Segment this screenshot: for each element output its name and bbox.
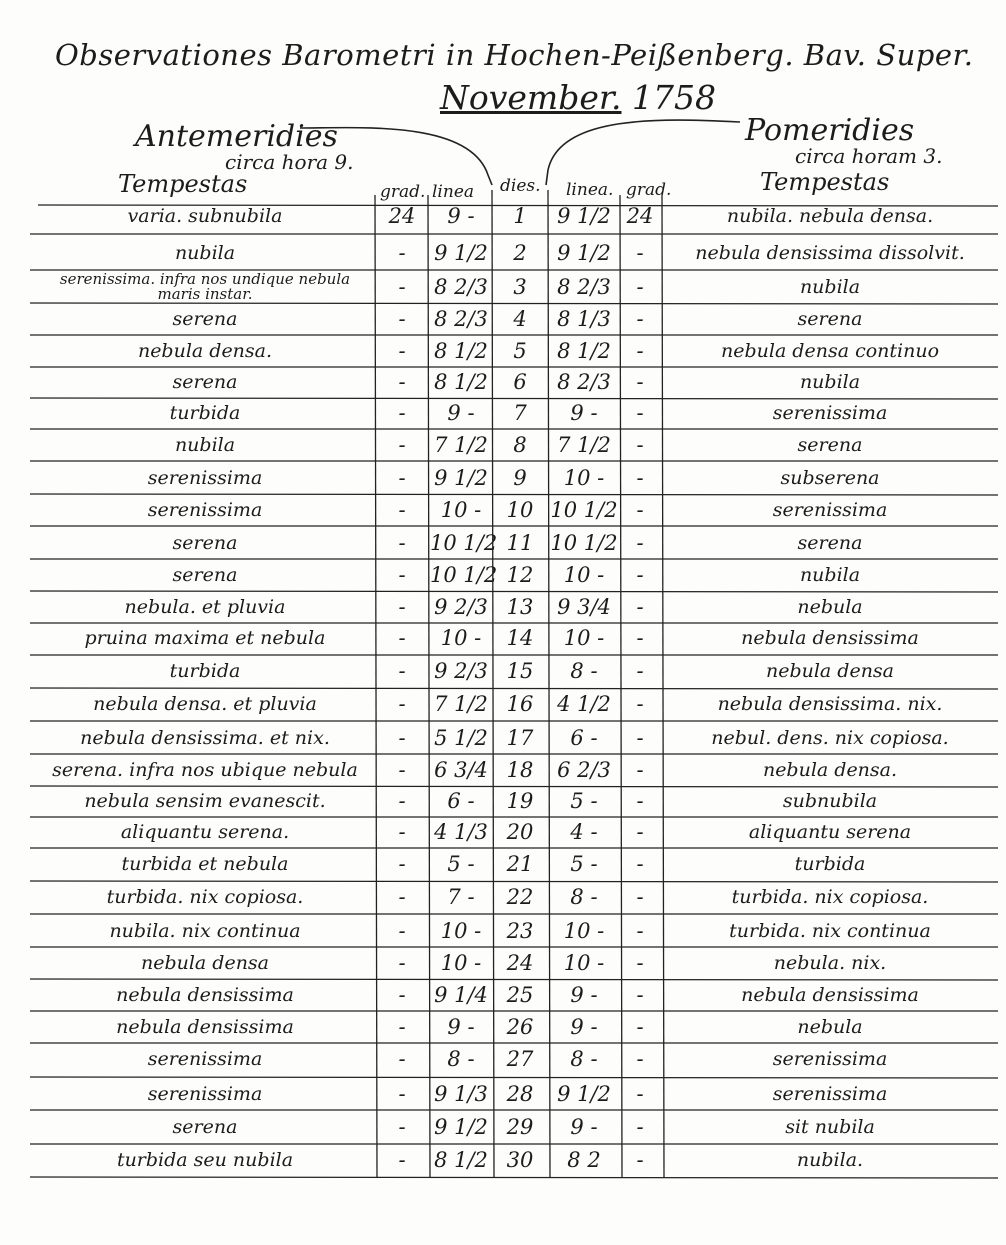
am-weather: serenissima — [147, 1083, 263, 1105]
linea-am-value: 9 2/3 — [434, 595, 488, 619]
grad-am-value: - — [398, 726, 406, 750]
linea-am-value: 7 - — [447, 885, 475, 909]
grad-pm-value: - — [636, 885, 644, 909]
pm-weather: nebula — [797, 1016, 863, 1038]
ruled-line — [30, 1077, 998, 1078]
ruled-line — [30, 786, 998, 787]
month-label: November. — [440, 78, 622, 117]
pm-weather: sit nubila — [785, 1116, 875, 1138]
linea-pm-value: 8 2/3 — [557, 370, 611, 394]
grad-am-value: - — [398, 626, 406, 650]
linea-am-value: 9 1/3 — [434, 1082, 488, 1106]
linea-am-value: 10 - — [440, 626, 482, 650]
grad-pm-value: - — [636, 983, 644, 1007]
grad-pm-value: - — [636, 307, 644, 331]
am-weather: serena — [172, 532, 238, 554]
pm-weather: serena — [797, 308, 863, 330]
pm-weather: serenissima — [772, 1083, 888, 1105]
linea-am-value: 9 - — [447, 204, 475, 228]
header-tempestas-pm: Tempestas — [760, 168, 890, 196]
linea-pm-value: 7 1/2 — [557, 433, 611, 457]
pm-weather: nebula densissima dissolvit. — [695, 242, 965, 264]
pm-weather: turbida. nix continua — [729, 920, 931, 942]
ruled-line — [30, 398, 998, 399]
linea-pm-value: 8 1/2 — [557, 339, 611, 363]
am-weather: pruina maxima et nebula — [84, 627, 326, 649]
linea-am-value: 7 1/2 — [434, 692, 488, 716]
grad-am-value: - — [398, 692, 406, 716]
linea-pm-value: 10 - — [563, 919, 605, 943]
linea-am-value: 5 - — [447, 852, 475, 876]
day-number: 22 — [506, 885, 534, 909]
am-weather: nebula densa — [140, 952, 270, 974]
grad-am-value: - — [398, 852, 406, 876]
left-bracket-curve — [300, 128, 492, 185]
day-number: 9 — [513, 466, 527, 490]
am-weather: nebula densa. et pluvia — [93, 693, 317, 715]
year-label: 1758 — [632, 78, 716, 117]
linea-am-value: 8 1/2 — [434, 339, 488, 363]
grad-am-value: - — [398, 498, 406, 522]
grad-am-value: - — [398, 1082, 406, 1106]
day-number: 26 — [506, 1015, 534, 1039]
grad-am-value: - — [398, 401, 406, 425]
header-linea-am: linea — [432, 182, 475, 202]
grad-pm-value: - — [636, 1015, 644, 1039]
am-weather: turbida. nix copiosa. — [106, 886, 304, 908]
linea-pm-value: 9 1/2 — [557, 1082, 611, 1106]
am-weather: turbida seu nubila — [116, 1149, 294, 1171]
day-number: 10 — [506, 498, 534, 522]
grad-pm-value: - — [636, 659, 644, 683]
grad-pm-value: - — [636, 852, 644, 876]
linea-am-value: 8 1/2 — [434, 1148, 488, 1172]
linea-am-value: 9 1/2 — [434, 1115, 488, 1139]
day-number: 25 — [506, 983, 534, 1007]
pm-weather: nebula densissima — [741, 627, 919, 649]
grad-pm-value: - — [636, 241, 644, 265]
linea-am-value: 6 3/4 — [434, 758, 488, 782]
pm-weather: nebula densissima — [741, 984, 919, 1006]
am-weather: serena. infra nos ubique nebula — [52, 759, 358, 781]
antemeridies-title: Antemeridies — [135, 119, 338, 154]
linea-am-value: 8 1/2 — [434, 370, 488, 394]
grad-pm-value: - — [636, 726, 644, 750]
linea-pm-value: 8 - — [570, 659, 598, 683]
linea-am-value: 9 - — [447, 401, 475, 425]
day-number: 18 — [506, 758, 534, 782]
linea-am-value: 10 1/2 — [430, 531, 498, 555]
linea-am-value: 10 - — [440, 498, 482, 522]
pm-weather: serenissima — [772, 402, 888, 424]
linea-pm-value: 10 1/2 — [550, 531, 618, 555]
linea-am-value: 6 - — [447, 789, 475, 813]
pm-weather: nebula. nix. — [773, 952, 887, 974]
ruled-line — [30, 688, 998, 689]
pm-weather: serenissima — [772, 499, 888, 521]
linea-pm-value: 8 1/3 — [557, 307, 611, 331]
day-number: 5 — [513, 339, 527, 363]
grad-am-value: - — [398, 433, 406, 457]
pm-weather: nubila. — [796, 1149, 864, 1171]
day-number: 24 — [506, 951, 534, 975]
am-weather: nebula densissima. et nix. — [80, 727, 330, 749]
grad-pm-value: - — [636, 758, 644, 782]
linea-pm-value: 9 - — [570, 401, 598, 425]
pm-weather: turbida — [794, 853, 866, 875]
grad-pm-value: - — [636, 789, 644, 813]
grad-pm-value: - — [636, 820, 644, 844]
grad-am-value: - — [398, 307, 406, 331]
linea-am-value: 4 1/3 — [434, 820, 488, 844]
linea-pm-value: 8 2 — [567, 1148, 601, 1172]
grad-am-value: - — [398, 241, 406, 265]
linea-am-value: 5 1/2 — [434, 726, 488, 750]
grad-pm-value: - — [636, 595, 644, 619]
day-number: 3 — [513, 275, 527, 299]
linea-am-value: 9 2/3 — [434, 659, 488, 683]
pm-weather: serena — [797, 532, 863, 554]
day-number: 7 — [513, 401, 527, 425]
pm-weather: nebul. dens. nix copiosa. — [711, 727, 949, 749]
linea-pm-value: 8 - — [570, 885, 598, 909]
pomeridies-time: circa horam 3. — [795, 144, 943, 168]
pm-weather: nebula densa continuo — [720, 340, 940, 362]
linea-am-value: 10 - — [440, 919, 482, 943]
pm-weather: nebula densa. — [762, 759, 898, 781]
am-weather: nebula densissima — [116, 1016, 294, 1038]
ruled-line — [30, 494, 998, 495]
linea-pm-value: 8 2/3 — [557, 275, 611, 299]
linea-am-value: 8 2/3 — [434, 307, 488, 331]
linea-am-value: 10 - — [440, 951, 482, 975]
linea-pm-value: 4 - — [570, 820, 598, 844]
grad-pm-value: - — [636, 919, 644, 943]
header-tempestas-am: Tempestas — [118, 170, 248, 198]
day-number: 1 — [513, 204, 527, 228]
grad-pm-value: - — [636, 1047, 644, 1071]
grad-am-value: 24 — [388, 204, 416, 228]
ruled-line — [30, 591, 998, 592]
linea-am-value: 8 - — [447, 1047, 475, 1071]
grad-am-value: - — [398, 595, 406, 619]
linea-pm-value: 9 1/2 — [557, 241, 611, 265]
linea-pm-value: 10 - — [563, 466, 605, 490]
grad-pm-value: - — [636, 531, 644, 555]
linea-pm-value: 6 2/3 — [557, 758, 611, 782]
pm-weather: turbida. nix copiosa. — [731, 886, 929, 908]
grad-am-value: - — [398, 1148, 406, 1172]
day-number: 4 — [513, 307, 527, 331]
pomeridies-title: Pomeridies — [745, 113, 915, 148]
linea-pm-value: 10 1/2 — [550, 498, 618, 522]
am-weather: nebula densa. — [137, 340, 273, 362]
ruled-line — [30, 979, 998, 980]
day-number: 17 — [506, 726, 534, 750]
grad-am-value: - — [398, 1047, 406, 1071]
grad-am-value: - — [398, 758, 406, 782]
grad-pm-value: - — [636, 275, 644, 299]
am-weather: nubila — [174, 434, 236, 456]
grad-pm-value: - — [636, 370, 644, 394]
am-weather: nubila. nix continua — [109, 920, 301, 942]
linea-am-value: 9 1/2 — [434, 466, 488, 490]
pm-weather: nubila. nebula densa. — [726, 205, 934, 227]
grad-pm-value: 24 — [626, 204, 654, 228]
grad-am-value: - — [398, 885, 406, 909]
am-weather: turbida et nebula — [121, 853, 289, 875]
day-number: 21 — [506, 852, 534, 876]
am-weather: serenissima — [147, 1048, 263, 1070]
pm-weather: serenissima — [772, 1048, 888, 1070]
pm-weather: aliquantu serena — [748, 821, 912, 843]
linea-am-value: 9 - — [447, 1015, 475, 1039]
grad-pm-value: - — [636, 626, 644, 650]
pm-weather: nubila — [799, 564, 861, 586]
grad-pm-value: - — [636, 498, 644, 522]
grad-pm-value: - — [636, 401, 644, 425]
antemeridies-time: circa hora 9. — [225, 150, 354, 174]
am-weather: turbida — [169, 660, 241, 682]
am-weather: aliquantu serena. — [120, 821, 290, 843]
linea-am-value: 8 2/3 — [434, 275, 488, 299]
header-dies: dies. — [500, 176, 541, 196]
grad-am-value: - — [398, 275, 406, 299]
header-grad-pm: grad. — [626, 180, 672, 200]
am-weather: nebula sensim evanescit. — [84, 790, 326, 812]
ruled-line — [30, 881, 998, 882]
grad-pm-value: - — [636, 692, 644, 716]
linea-am-value: 9 1/2 — [434, 241, 488, 265]
pm-weather: nubila — [799, 371, 861, 393]
grad-am-value: - — [398, 919, 406, 943]
linea-pm-value: 4 1/2 — [557, 692, 611, 716]
linea-pm-value: 5 - — [570, 852, 598, 876]
day-number: 30 — [506, 1148, 534, 1172]
am-weather: serena — [172, 308, 238, 330]
day-number: 2 — [513, 241, 527, 265]
am-weather: serenissima. infra nos undique nebula maris instar. — [59, 270, 351, 303]
grad-am-value: - — [398, 370, 406, 394]
grad-pm-value: - — [636, 339, 644, 363]
day-number: 6 — [513, 370, 527, 394]
grad-pm-value: - — [636, 951, 644, 975]
am-weather: nebula densissima — [116, 984, 294, 1006]
day-number: 16 — [506, 692, 534, 716]
pm-weather: serena — [797, 434, 863, 456]
grad-pm-value: - — [636, 433, 644, 457]
grad-am-value: - — [398, 1015, 406, 1039]
grad-am-value: - — [398, 951, 406, 975]
grad-pm-value: - — [636, 1115, 644, 1139]
day-number: 12 — [506, 563, 534, 587]
pm-weather: nebula densa — [765, 660, 895, 682]
grad-am-value: - — [398, 1115, 406, 1139]
right-bracket-curve — [546, 120, 740, 185]
am-weather: serena — [172, 564, 238, 586]
day-number: 29 — [506, 1115, 534, 1139]
linea-pm-value: 6 - — [570, 726, 598, 750]
day-number: 8 — [513, 433, 527, 457]
linea-am-value: 7 1/2 — [434, 433, 488, 457]
ruled-line — [30, 1177, 998, 1178]
linea-pm-value: 9 1/2 — [557, 204, 611, 228]
am-weather: serenissima — [147, 499, 263, 521]
header-grad-am: grad. — [380, 182, 426, 202]
grad-am-value: - — [398, 983, 406, 1007]
grad-pm-value: - — [636, 1148, 644, 1172]
ruled-line — [30, 303, 998, 304]
pm-weather: nebula densissima. nix. — [717, 693, 943, 715]
linea-pm-value: 9 - — [570, 1015, 598, 1039]
day-number: 15 — [506, 659, 534, 683]
day-number: 11 — [506, 531, 534, 555]
linea-pm-value: 10 - — [563, 626, 605, 650]
column-rule — [662, 195, 664, 1178]
am-weather: serenissima — [147, 467, 263, 489]
day-number: 20 — [506, 820, 534, 844]
grad-am-value: - — [398, 466, 406, 490]
am-weather: nebula. et pluvia — [124, 596, 286, 618]
day-number: 13 — [506, 595, 534, 619]
pm-weather: subserena — [780, 467, 880, 489]
grad-am-value: - — [398, 531, 406, 555]
linea-am-value: 10 1/2 — [430, 563, 498, 587]
pm-weather: nebula — [797, 596, 863, 618]
day-number: 27 — [506, 1047, 534, 1071]
linea-pm-value: 9 3/4 — [557, 595, 611, 619]
day-number: 19 — [506, 789, 534, 813]
grad-pm-value: - — [636, 1082, 644, 1106]
grad-pm-value: - — [636, 466, 644, 490]
grad-am-value: - — [398, 563, 406, 587]
grad-pm-value: - — [636, 563, 644, 587]
linea-pm-value: 8 - — [570, 1047, 598, 1071]
linea-pm-value: 10 - — [563, 563, 605, 587]
linea-pm-value: 5 - — [570, 789, 598, 813]
am-weather: serena — [172, 1116, 238, 1138]
day-number: 23 — [506, 919, 534, 943]
linea-pm-value: 10 - — [563, 951, 605, 975]
am-weather: varia. subnubila — [127, 205, 283, 227]
grad-am-value: - — [398, 339, 406, 363]
grad-am-value: - — [398, 820, 406, 844]
linea-pm-value: 9 - — [570, 983, 598, 1007]
grad-am-value: - — [398, 659, 406, 683]
day-number: 28 — [506, 1082, 534, 1106]
am-weather: nubila — [174, 242, 236, 264]
linea-am-value: 9 1/4 — [434, 983, 488, 1007]
am-weather: serena — [172, 371, 238, 393]
column-rule — [375, 195, 377, 1178]
pm-weather: subnubila — [782, 790, 878, 812]
linea-pm-value: 9 - — [570, 1115, 598, 1139]
pm-weather: nubila — [799, 276, 861, 298]
document-title: Observationes Barometri in Hochen-Peißenberg. Bav. Super. — [55, 38, 974, 72]
day-number: 14 — [506, 626, 534, 650]
am-weather: turbida — [169, 402, 241, 424]
grad-am-value: - — [398, 789, 406, 813]
header-linea-pm: linea. — [566, 180, 614, 200]
